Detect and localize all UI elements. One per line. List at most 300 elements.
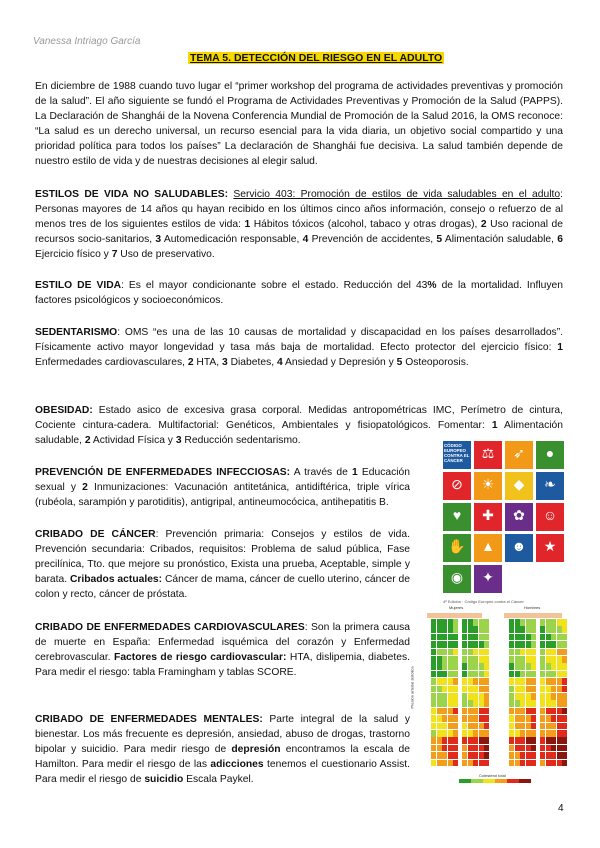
score-cell bbox=[531, 656, 536, 663]
score-side-label: Presión arterial sistólica bbox=[409, 666, 415, 709]
score-cell bbox=[551, 678, 556, 685]
cancer-code-title: CÓDIGO EUROPEO CONTRA EL CÁNCER bbox=[444, 443, 470, 463]
score-cell bbox=[509, 723, 514, 730]
score-cell bbox=[520, 745, 525, 752]
score-cell bbox=[562, 760, 567, 767]
cardio-heading: CRIBADO DE ENFERMEDADES CARDIOVASCULARES bbox=[35, 622, 305, 633]
item-text: Diabetes, bbox=[227, 357, 277, 368]
score-cell bbox=[540, 671, 545, 678]
score-cell bbox=[484, 693, 489, 700]
score-cell bbox=[540, 641, 545, 648]
score-cell bbox=[526, 730, 531, 737]
vaccine-icon: ✦ bbox=[474, 565, 502, 593]
score-cell bbox=[557, 700, 562, 707]
shield-icon: ◆ bbox=[505, 472, 533, 500]
score-cell bbox=[442, 700, 447, 707]
score-cell bbox=[540, 745, 545, 752]
score-cell bbox=[520, 708, 525, 715]
score-cell bbox=[546, 700, 551, 707]
item-text: Enfermedades cardiovasculares, bbox=[35, 357, 188, 368]
score-cell bbox=[453, 745, 458, 752]
score-cell bbox=[484, 745, 489, 752]
score-cell bbox=[468, 723, 473, 730]
score-cell bbox=[557, 693, 562, 700]
score-cell bbox=[540, 760, 545, 767]
score-cell bbox=[546, 663, 551, 670]
score-cell bbox=[557, 626, 562, 633]
suicidio-label: suicidio bbox=[144, 774, 184, 785]
score-cell bbox=[546, 641, 551, 648]
score-cell bbox=[431, 619, 436, 626]
intro-paragraph: En diciembre de 1988 cuando tuvo lugar el “primer workshop del programa de actividades preventivas y promoción de la salud”. El año siguiente se fundó el Programa de Actividades Preventivas y Promoción de la Salud (PAPPS). La Declaración de Shanghái de la Novena Conferencia Mundial de Promoción de la Salud 2016, la OMS reconoce: “La salud es un derecho universal, un recurso esencial para la vida diaria, un objetivo social compartido y una prioridad política para todos los países” La declaración de Shanghái fue decisiva. La salud también depende de nuestro estilo de vida y de nuestras decisiones al elegir salud. bbox=[35, 81, 563, 167]
estilos-no-heading: ESTILOS DE VIDA NO SALUDABLES: bbox=[35, 189, 229, 200]
score-cell bbox=[448, 671, 453, 678]
score-cell bbox=[442, 671, 447, 678]
score-cell bbox=[520, 656, 525, 663]
score-cell bbox=[557, 737, 562, 744]
mentales-heading: CRIBADO DE ENFERMEDADES MENTALES: bbox=[35, 714, 263, 725]
score-cell bbox=[473, 686, 478, 693]
score-cell bbox=[473, 745, 478, 752]
score-cell bbox=[448, 737, 453, 744]
score-cell bbox=[468, 656, 473, 663]
item-text: Osteoporosis. bbox=[402, 357, 469, 368]
score-cell bbox=[484, 626, 489, 633]
score-cell bbox=[468, 730, 473, 737]
score-cell bbox=[557, 745, 562, 752]
score-cell bbox=[479, 737, 484, 744]
score-cell bbox=[479, 715, 484, 722]
score-cell bbox=[557, 752, 562, 759]
score-cell bbox=[557, 641, 562, 648]
score-cell bbox=[551, 760, 556, 767]
score-cell bbox=[509, 752, 514, 759]
cancer-heading: CRIBADO DE CÁNCER bbox=[35, 529, 156, 540]
score-cell bbox=[520, 678, 525, 685]
score-cell bbox=[515, 723, 520, 730]
score-cell bbox=[442, 678, 447, 685]
score-cell bbox=[509, 671, 514, 678]
score-cell bbox=[509, 641, 514, 648]
score-cell bbox=[551, 626, 556, 633]
score-cell bbox=[473, 700, 478, 707]
score-cell bbox=[551, 649, 556, 656]
score-cell bbox=[431, 700, 436, 707]
score-cell bbox=[557, 649, 562, 656]
score-cell bbox=[431, 686, 436, 693]
score-cell bbox=[484, 708, 489, 715]
score-cell bbox=[442, 723, 447, 730]
score-cell bbox=[479, 619, 484, 626]
score-cell bbox=[462, 649, 467, 656]
score-cell bbox=[484, 678, 489, 685]
score-cell bbox=[468, 619, 473, 626]
score-cell bbox=[468, 760, 473, 767]
score-cell bbox=[515, 737, 520, 744]
score-cell bbox=[437, 641, 442, 648]
score-cell bbox=[546, 619, 551, 626]
score-cell bbox=[431, 649, 436, 656]
score-cell bbox=[442, 760, 447, 767]
score-cell bbox=[562, 678, 567, 685]
infecciosas-paragraph bbox=[35, 465, 410, 510]
score-cell bbox=[462, 671, 467, 678]
score-cell bbox=[473, 752, 478, 759]
score-cell bbox=[546, 686, 551, 693]
score-cell bbox=[448, 634, 453, 641]
score-cell bbox=[442, 737, 447, 744]
score-cell bbox=[479, 663, 484, 670]
score-cell bbox=[520, 649, 525, 656]
score-cell bbox=[562, 693, 567, 700]
score-cell bbox=[437, 678, 442, 685]
mentales-text-2: encontramos la escala de Hamilton. Para medir el riesgo de las bbox=[35, 744, 411, 770]
score-cell bbox=[453, 678, 458, 685]
score-cell bbox=[531, 715, 536, 722]
score-cell bbox=[453, 730, 458, 737]
score-legend-swatch bbox=[495, 779, 507, 783]
score-cell bbox=[462, 737, 467, 744]
estilo-de-vida-paragraph bbox=[35, 278, 563, 308]
no-smoking-icon bbox=[443, 441, 471, 469]
item-number: 4 bbox=[302, 234, 309, 245]
score-legend-swatch bbox=[459, 779, 471, 783]
score-bottom-label: Colesterol total bbox=[479, 773, 506, 778]
score-cell bbox=[509, 730, 514, 737]
score-cell bbox=[479, 760, 484, 767]
score-cell bbox=[453, 641, 458, 648]
score-cell bbox=[531, 723, 536, 730]
score-cell bbox=[442, 715, 447, 722]
score-cell bbox=[453, 723, 458, 730]
score-cell bbox=[442, 752, 447, 759]
cribados-actuales-label: Cribados actuales: bbox=[69, 574, 163, 585]
score-cell bbox=[479, 693, 484, 700]
score-cell bbox=[562, 649, 567, 656]
score-cell bbox=[540, 649, 545, 656]
score-cell bbox=[509, 715, 514, 722]
score-cell bbox=[484, 715, 489, 722]
score-cell bbox=[479, 649, 484, 656]
adicciones-label: adicciones bbox=[210, 759, 264, 770]
score-cell bbox=[546, 708, 551, 715]
score-cell bbox=[473, 708, 478, 715]
score-cell bbox=[479, 634, 484, 641]
score-cell bbox=[526, 708, 531, 715]
score-cell bbox=[557, 634, 562, 641]
score-cell bbox=[448, 619, 453, 626]
score-cell bbox=[551, 745, 556, 752]
score-cell bbox=[473, 634, 478, 641]
score-cell bbox=[431, 663, 436, 670]
mentales-text-4: Escala Paykel. bbox=[183, 774, 254, 785]
score-cell bbox=[562, 626, 567, 633]
score-cell bbox=[520, 723, 525, 730]
score-cell bbox=[557, 619, 562, 626]
score-cell bbox=[526, 626, 531, 633]
score-cell bbox=[437, 663, 442, 670]
score-cell bbox=[473, 693, 478, 700]
score-cell bbox=[526, 700, 531, 707]
score-cell bbox=[437, 730, 442, 737]
score-cell bbox=[515, 708, 520, 715]
score-cell bbox=[551, 752, 556, 759]
score-cell bbox=[453, 656, 458, 663]
score-cell bbox=[442, 745, 447, 752]
score-cell bbox=[442, 649, 447, 656]
score-cell bbox=[515, 619, 520, 626]
score-cell bbox=[453, 663, 458, 670]
item-text: Alimentación saludable, bbox=[35, 420, 564, 446]
score-cell bbox=[520, 641, 525, 648]
score-cell bbox=[540, 737, 545, 744]
percent-sign: % bbox=[427, 280, 437, 291]
score-cell bbox=[557, 656, 562, 663]
score-cell bbox=[520, 686, 525, 693]
score-cell bbox=[484, 619, 489, 626]
score-cell bbox=[484, 730, 489, 737]
score-cell bbox=[562, 671, 567, 678]
score-cell bbox=[484, 671, 489, 678]
score-cell bbox=[526, 663, 531, 670]
european-cancer-code-figure bbox=[443, 441, 567, 597]
score-cell bbox=[526, 649, 531, 656]
score-cell bbox=[462, 700, 467, 707]
score-cell bbox=[442, 730, 447, 737]
running-icon: ➶ bbox=[505, 441, 533, 469]
item-number: 2 bbox=[480, 219, 487, 230]
score-cell bbox=[479, 723, 484, 730]
score-cell bbox=[448, 626, 453, 633]
score-cell bbox=[473, 715, 478, 722]
score-cell bbox=[562, 686, 567, 693]
score-cell bbox=[448, 730, 453, 737]
score-cell bbox=[509, 745, 514, 752]
score-cell bbox=[557, 730, 562, 737]
score-cell bbox=[479, 656, 484, 663]
depresion-label: depresión bbox=[231, 744, 281, 755]
score-cell bbox=[562, 656, 567, 663]
score-cell bbox=[442, 619, 447, 626]
score-cell bbox=[468, 715, 473, 722]
score-cell bbox=[551, 723, 556, 730]
score-cell bbox=[473, 626, 478, 633]
score-cell bbox=[520, 700, 525, 707]
score-cell bbox=[540, 634, 545, 641]
leaf-icon: ❧ bbox=[536, 472, 564, 500]
score-cell bbox=[546, 715, 551, 722]
baby-icon: ☺ bbox=[536, 503, 564, 531]
cancer-text-2: Cáncer de mama, cáncer de cuello uterino, cáncer de colon y recto, cáncer de próstata. bbox=[35, 574, 410, 600]
score-cell bbox=[531, 671, 536, 678]
item-text: Uso de preservativo. bbox=[117, 249, 215, 260]
score-cell bbox=[468, 626, 473, 633]
score-cell bbox=[468, 745, 473, 752]
score-cell bbox=[526, 671, 531, 678]
score-cell bbox=[431, 678, 436, 685]
score-cell bbox=[462, 752, 467, 759]
score-cell bbox=[526, 619, 531, 626]
sun-icon: ☀ bbox=[474, 472, 502, 500]
score-cell bbox=[437, 693, 442, 700]
score-cell bbox=[442, 634, 447, 641]
score-cell bbox=[551, 715, 556, 722]
score-cell bbox=[484, 641, 489, 648]
score-cell bbox=[431, 671, 436, 678]
score-cell bbox=[462, 686, 467, 693]
score-cell bbox=[431, 656, 436, 663]
score-cell bbox=[462, 634, 467, 641]
score-cell bbox=[562, 700, 567, 707]
score-cell bbox=[479, 686, 484, 693]
score-cell bbox=[562, 641, 567, 648]
score-cell bbox=[526, 678, 531, 685]
score-cell bbox=[484, 663, 489, 670]
score-cell bbox=[557, 671, 562, 678]
score-cell bbox=[448, 686, 453, 693]
score-cell bbox=[484, 723, 489, 730]
infecciosas-text-2: Educación sexual y bbox=[35, 467, 410, 493]
score-cell bbox=[479, 730, 484, 737]
score-cell bbox=[442, 626, 447, 633]
page-number: 4 bbox=[558, 803, 564, 814]
score-cell bbox=[509, 686, 514, 693]
score-cell bbox=[520, 663, 525, 670]
score-cell bbox=[540, 730, 545, 737]
score-cell bbox=[509, 678, 514, 685]
scale-icon: ⚖ bbox=[474, 441, 502, 469]
sign-icon: ▲ bbox=[474, 534, 502, 562]
score-cell bbox=[437, 745, 442, 752]
score-cell bbox=[540, 619, 545, 626]
score-cell bbox=[515, 730, 520, 737]
score-cell bbox=[551, 708, 556, 715]
score-cell bbox=[453, 737, 458, 744]
score-cell bbox=[515, 649, 520, 656]
score-cell bbox=[520, 693, 525, 700]
sedentarismo-paragraph bbox=[35, 325, 563, 370]
score-cell bbox=[448, 649, 453, 656]
score-cell bbox=[520, 752, 525, 759]
score-cell bbox=[462, 626, 467, 633]
score-cell bbox=[546, 745, 551, 752]
score-cell bbox=[462, 723, 467, 730]
score-cell bbox=[473, 760, 478, 767]
score-cell bbox=[462, 656, 467, 663]
score-cell bbox=[562, 723, 567, 730]
score-cell bbox=[562, 745, 567, 752]
estilo-text: : Es el mayor condicionante sobre el estado. Reducción del 43 bbox=[121, 280, 428, 291]
score-cell bbox=[437, 671, 442, 678]
score-cell bbox=[557, 760, 562, 767]
apple-icon: ● bbox=[536, 441, 564, 469]
score-cell bbox=[468, 700, 473, 707]
score-cell bbox=[557, 663, 562, 670]
score-cell bbox=[468, 641, 473, 648]
score-cell bbox=[484, 634, 489, 641]
score-cell bbox=[546, 730, 551, 737]
score-cell bbox=[473, 723, 478, 730]
score-cell bbox=[453, 686, 458, 693]
infecciosas-text: A través de bbox=[290, 467, 352, 478]
score-cell bbox=[546, 752, 551, 759]
score-cell bbox=[462, 715, 467, 722]
handshake-icon: ✋ bbox=[443, 534, 471, 562]
mentales-text-3: tenemos el cuestionario Assist. Para medir el riesgo de bbox=[35, 759, 410, 785]
score-cell bbox=[468, 671, 473, 678]
score-cell bbox=[520, 626, 525, 633]
score-cell bbox=[526, 641, 531, 648]
score-cell bbox=[526, 686, 531, 693]
score-cell bbox=[468, 686, 473, 693]
obesidad-text: Estado asico de excesiva grasa corporal. Medidas antropométricas IMC, Perímetro de cintura, Cociente cintura-cadera. Multifactorial: Genéticos, Ambientales y fisiopatológicos. Fomentar: bbox=[35, 405, 563, 431]
score-cell bbox=[484, 686, 489, 693]
score-cell bbox=[551, 671, 556, 678]
score-cell bbox=[462, 641, 467, 648]
score-cell bbox=[540, 678, 545, 685]
score-cell bbox=[562, 663, 567, 670]
mentales-paragraph bbox=[35, 712, 410, 787]
score-cell bbox=[531, 626, 536, 633]
score-legend-swatch bbox=[471, 779, 483, 783]
score-cell bbox=[448, 693, 453, 700]
score-cell bbox=[531, 693, 536, 700]
score-cell bbox=[484, 656, 489, 663]
score-cell bbox=[531, 641, 536, 648]
score-cell bbox=[473, 656, 478, 663]
score-cell bbox=[546, 693, 551, 700]
score-cell bbox=[562, 752, 567, 759]
score-cell bbox=[557, 723, 562, 730]
score-cell bbox=[453, 752, 458, 759]
item-number: 5 bbox=[396, 357, 403, 368]
score-cell bbox=[562, 619, 567, 626]
score-cell bbox=[462, 663, 467, 670]
item-number: 1 bbox=[557, 342, 563, 353]
score-cell bbox=[453, 626, 458, 633]
score-cell bbox=[431, 723, 436, 730]
score-cell bbox=[531, 730, 536, 737]
score-cell bbox=[479, 708, 484, 715]
score-cell bbox=[448, 663, 453, 670]
score-cell bbox=[479, 678, 484, 685]
score-cell bbox=[468, 663, 473, 670]
score-cell bbox=[484, 752, 489, 759]
score-cell bbox=[557, 686, 562, 693]
score-cell bbox=[473, 649, 478, 656]
score-cell bbox=[551, 641, 556, 648]
score-cell bbox=[484, 737, 489, 744]
estilos-no-text: : Personas mayores de 14 años qu hayan recibido en los últimos cinco años información, consejo o refuerzo de al menos tres de los siguientes estilos de vida: bbox=[35, 189, 563, 230]
score-cell bbox=[479, 700, 484, 707]
score-cell bbox=[520, 730, 525, 737]
score-label-mujeres: Mujeres bbox=[449, 605, 464, 610]
infecciosas-text-3: Inmunizaciones: Vacunación antitetánica, antidiftérica, triple vírica (rubéola, sarampión y parotiditis), antigripal, antineumocócica, antihepatitis B. bbox=[35, 482, 410, 508]
score-cell bbox=[473, 730, 478, 737]
score-cell bbox=[448, 715, 453, 722]
item-text: Alimentación saludable, bbox=[442, 234, 558, 245]
score-cell bbox=[520, 760, 525, 767]
score-cell bbox=[531, 745, 536, 752]
cardio-text-2: HTA, dislipemia, diabetes. Para medir el riesgo: tabla Framingham y tablas SCORE. bbox=[35, 652, 410, 678]
score-cell bbox=[473, 737, 478, 744]
score-cell bbox=[557, 708, 562, 715]
score-cell bbox=[442, 686, 447, 693]
score-cell bbox=[540, 708, 545, 715]
score-cell bbox=[479, 745, 484, 752]
score-cell bbox=[515, 745, 520, 752]
score-cell bbox=[468, 678, 473, 685]
